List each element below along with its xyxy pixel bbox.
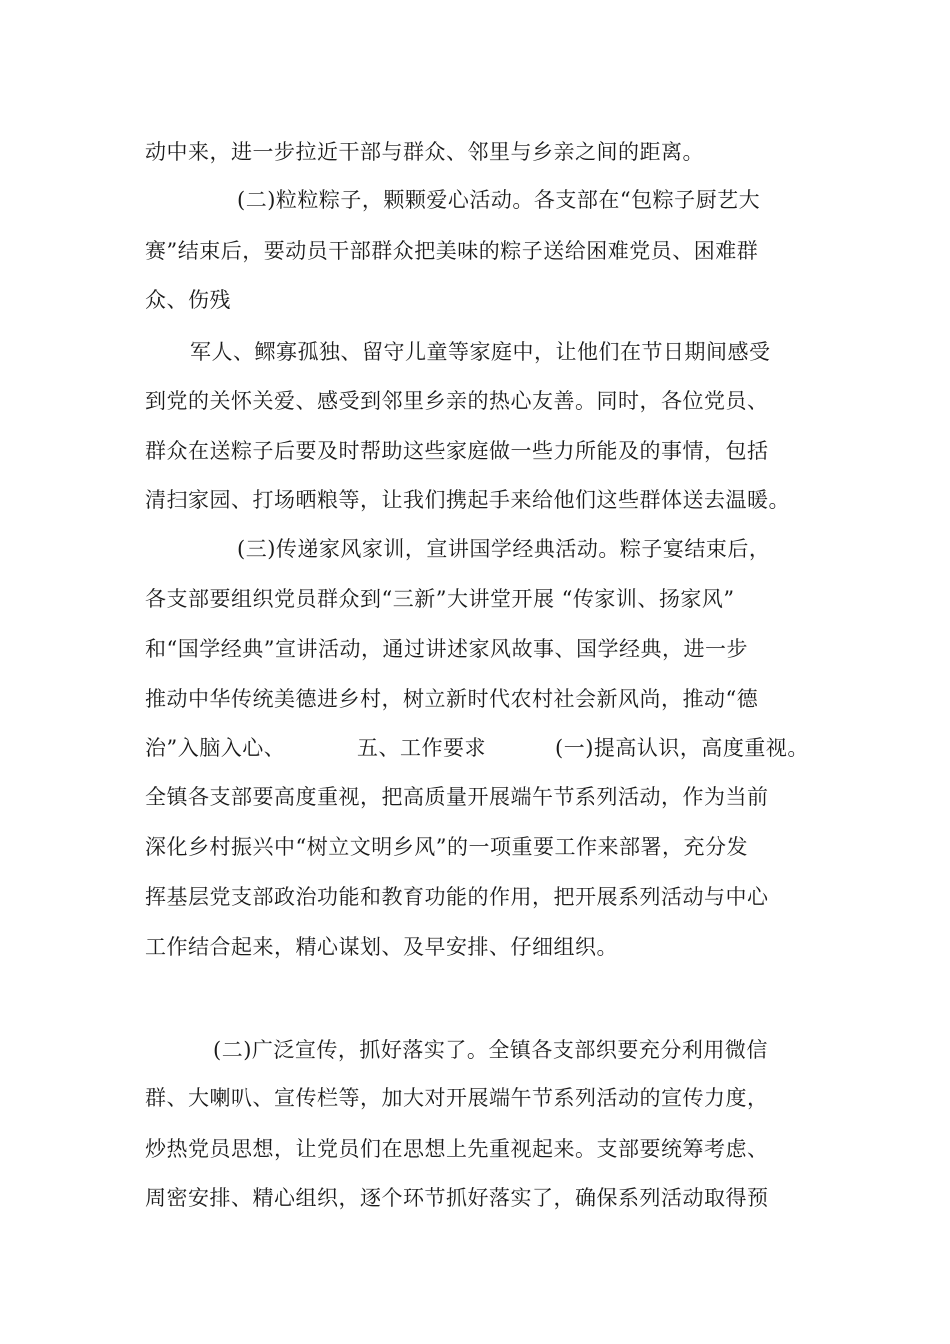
text-line: 众、伤残 <box>145 288 231 312</box>
text-line: (一)提高认识，高度重视。 <box>555 736 809 760</box>
section-heading: 五、工作要求 <box>357 736 486 760</box>
text-line: 群、大喇叭、宣传栏等，加大对开展端午节系列活动的宣传力度， <box>145 1086 769 1110</box>
text-line: 各支部要组织党员群众到“三新”大讲堂开展 “传家训、扬家风” <box>145 587 735 611</box>
text-line: (二)广泛宣传，抓好落实了。全镇各支部织要充分利用微信 <box>213 1038 768 1062</box>
text-line: 挥基层党支部政治功能和教育功能的作用，把开展系列活动与中心 <box>145 885 769 909</box>
text-line: 赛”结束后，要动员干部群众把美味的粽子送给困难党员、困难群 <box>145 239 759 263</box>
text-line: 推动中华传统美德进乡村，树立新时代农村社会新风尚，推动“德 <box>145 687 759 711</box>
text-line: 军人、鳏寡孤独、留守儿童等家庭中，让他们在节日期间感受 <box>190 340 771 364</box>
text-line: 清扫家园、打场晒粮等，让我们携起手来给他们这些群体送去温暖。 <box>145 488 790 512</box>
text-line: (三)传递家风家训，宣讲国学经典活动。粽子宴结束后， <box>237 537 771 561</box>
text-line: 工作结合起来，精心谋划、及早安排、仔细组织。 <box>145 935 618 959</box>
text-line: 周密安排、精心组织，逐个环节抓好落实了，确保系列活动取得预 <box>145 1186 769 1210</box>
text-line: 和“国学经典”宣讲活动，通过讲述家风故事、国学经典，进一步 <box>145 637 748 661</box>
text-line: 深化乡村振兴中“树立文明乡风”的一项重要工作来部署，充分发 <box>145 835 748 859</box>
text-line: 到党的关怀关爱、感受到邻里乡亲的热心友善。同时，各位党员、 <box>145 389 769 413</box>
text-line: 全镇各支部要高度重视，把高质量开展端午节系列活动，作为当前 <box>145 785 769 809</box>
text-line: 群众在送粽子后要及时帮助这些家庭做一些力所能及的事情，包括 <box>145 439 769 463</box>
text-line: (二)粒粒粽子，颗颗爱心活动。各支部在“包粽子厨艺大 <box>237 188 761 212</box>
text-line: 动中来，进一步拉近干部与群众、邻里与乡亲之间的距离。 <box>145 140 704 164</box>
text-line: 治”入脑入心、 <box>145 736 286 760</box>
text-line: 炒热党员思想，让党员们在思想上先重视起来。支部要统筹考虑、 <box>145 1137 769 1161</box>
